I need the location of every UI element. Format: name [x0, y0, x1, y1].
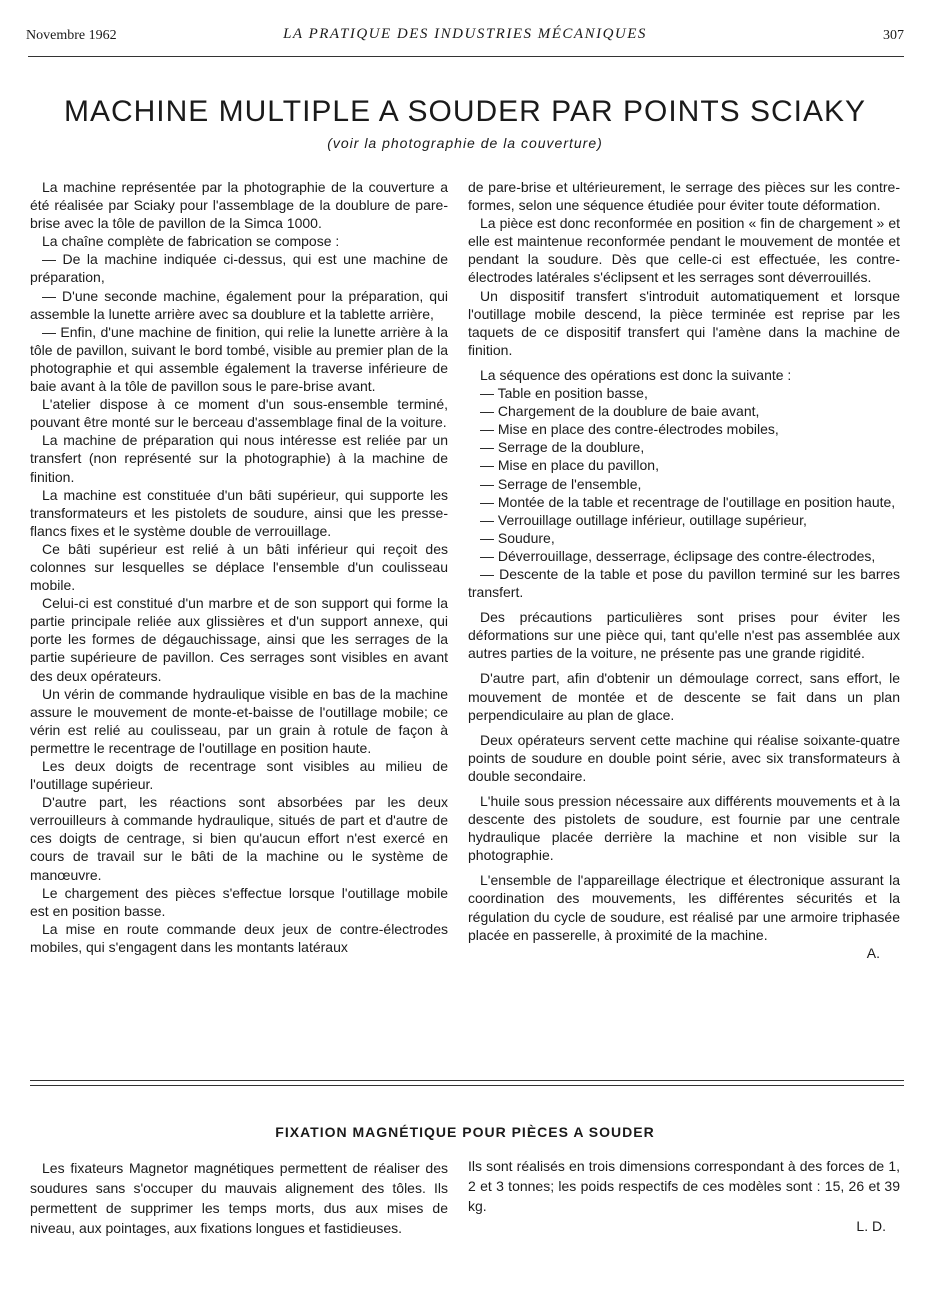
author-signature: A.: [866, 944, 880, 961]
paragraph: Celui-ci est constitué d'un marbre et de son support qui forme la partie principale reliée aux glissières et d'un support annexe, qui porte les formes de dégauchissage, ainsi que les serrages de la partie supérieure de pavillon. Ces serrages sont visibles en avant des deux opérateurs.: [30, 595, 448, 684]
paragraph: La machine représentée par la photographie de la couverture a été réalisée par Sciaky pour l'assemblage de la doublure de pare-brise avec la tôle de pavillon de la Simca 1000.: [30, 179, 448, 232]
list-item: — Table en position basse,: [480, 385, 648, 402]
second-article-title: FIXATION MAGNÉTIQUE POUR PIÈCES A SOUDER: [275, 1124, 655, 1140]
list-item: — Serrage de la doublure,: [480, 439, 645, 456]
paragraph: L'atelier dispose à ce moment d'un sous-ensemble terminé, pouvant être monté sur le berceau d'assemblage final de la voiture.: [30, 396, 448, 431]
list-item: — Mise en place des contre-électrodes mobiles,: [480, 421, 779, 438]
paragraph: — D'une seconde machine, également pour la préparation, qui assemble la lunette arrière avec sa doublure et la tablette arrière,: [30, 287, 448, 322]
paragraph: Un dispositif transfert s'introduit automatiquement et lorsque l'outillage mobile descend, la pièce terminée est reprise par les taquets de ce dispositif transfert qui l'amène dans la machine de finition.: [468, 287, 900, 358]
paragraph: Les fixateurs Magnetor magnétiques permettent de réaliser des soudures sans s'occuper du mauvais alignement des tôles. Ils permettent de supprimer les temps morts, dus aux mises de niveau, aux pointages, aux fixations longues et fastidieuses.: [30, 1160, 448, 1236]
paragraph: — De la machine indiquée ci-dessus, qui est une machine de préparation,: [30, 251, 448, 286]
paragraph: D'autre part, afin d'obtenir un démoulage correct, sans effort, le mouvement de montée et de descente se fait dans un plan perpendiculaire au plan de glace.: [468, 670, 900, 723]
list-item: — Descente de la table et pose du pavillon terminé sur les barres transfert.: [468, 565, 900, 601]
header-rule: [28, 56, 904, 57]
paragraph: La séquence des opérations est donc la suivante :: [480, 366, 792, 383]
paragraph: Des précautions particulières sont prises pour éviter les déformations sur une pièce qui, tant qu'elle n'est pas assemblée aux autres parties de la voiture, ne présente pas une grande rigidité.: [468, 609, 900, 662]
paragraph: La pièce est donc reconformée en position « fin de chargement » et elle est maintenue reconformée pendant le mouvement de montée et pendant la soudure. Dès que celle-ci est effectuée, les contre-électrodes latérales s'éclipsent et les serrages sont déverrouillés.: [468, 215, 900, 286]
second-article-column-right: [468, 1156, 900, 1236]
paragraph: Le chargement des pièces s'effectue lorsque l'outillage mobile est en position basse.: [30, 884, 448, 919]
list-item: — Serrage de l'ensemble,: [480, 475, 642, 492]
list-item: — Verrouillage outillage inférieur, outillage supérieur,: [480, 511, 807, 528]
paragraph: Ils sont réalisés en trois dimensions correspondant à des forces de 1, 2 et 3 tonnes; les poids respectifs de ces modèles sont : 15, 26 et 39 kg.: [468, 1158, 900, 1214]
article-column-left: [30, 178, 448, 956]
section-divider: [30, 1080, 904, 1086]
paragraph: L'huile sous pression nécessaire aux différents mouvements et à la descente des pistolets de soudure, est fournie par une centrale hydraulique placée derrière la machine et non visible sur la photographie.: [468, 793, 900, 864]
list-item: — Mise en place du pavillon,: [480, 457, 659, 474]
paragraph: La chaîne complète de fabrication se compose :: [42, 233, 340, 250]
article-column-right: [468, 178, 900, 962]
paragraph: Les deux doigts de recentrage sont visibles au milieu de l'outillage supérieur.: [30, 758, 448, 793]
list-item: — Montée de la table et recentrage de l'outillage en position haute,: [480, 493, 896, 510]
paragraph: Un vérin de commande hydraulique visible en bas de la machine assure le mouvement de monte-et-baisse de l'outillage mobile; ce vérin est relié au coulisseau, par un grain à rotule de façon à permettre le recentrage de l'outillage en position haute.: [30, 685, 448, 756]
page-header: [26, 26, 904, 50]
paragraph: La mise en route commande deux jeux de contre-électrodes mobiles, qui s'engagent dans les montants latéraux: [30, 920, 448, 955]
list-item: — Déverrouillage, desserrage, éclipsage des contre-électrodes,: [480, 547, 876, 564]
article-subtitle: (voir la photographie de la couverture): [327, 135, 603, 151]
list-item: — Chargement de la doublure de baie avant,: [480, 403, 760, 420]
author-signature: L. D.: [856, 1218, 886, 1234]
paragraph: D'autre part, les réactions sont absorbées par les deux verrouilleurs à commande hydraulique, situés de part et d'autre de ces doigts de centrage, si bien qu'aucun effort n'est exercé en cours de travail sur le bâti de la machine ou le système de manœuvre.: [30, 794, 448, 883]
page-number: 307: [883, 28, 904, 43]
issue-date: Novembre 1962: [26, 28, 117, 43]
paragraph: Ce bâti supérieur est relié à un bâti inférieur qui reçoit des colonnes sur lesquelles se déplace l'ensemble d'un coulisseau mobile.: [30, 540, 448, 594]
article-title: MACHINE MULTIPLE A SOUDER PAR POINTS SCIAKY: [63, 95, 867, 128]
second-article-column-left: [30, 1158, 448, 1238]
paragraph: de pare-brise et ultérieurement, le serrage des pièces sur les contre-formes, selon une séquence étudiée pour éviter toute déformation.: [468, 179, 900, 214]
journal-title: LA PRATIQUE DES INDUSTRIES MÉCANIQUES: [283, 26, 647, 42]
paragraph: La machine de préparation qui nous intéresse est reliée par un transfert (non représenté sur la photographie) à la machine de finition.: [30, 432, 448, 485]
paragraph: L'ensemble de l'appareillage électrique et électronique assurant la coordination des mouvements, les différentes sécurités et la régulation du cycle de soudure, est réalisé par une armoire triphasée placée en passerelle, à proximité de la machine.: [468, 872, 900, 943]
list-item: — Soudure,: [480, 529, 555, 546]
paragraph: La machine est constituée d'un bâti supérieur, qui supporte les transformateurs et les pistolets de soudure, ainsi que les presse-flancs fixes et le système double de verrouillage.: [30, 486, 448, 539]
paragraph: Deux opérateurs servent cette machine qui réalise soixante-quatre points de soudure en double point série, avec six transformateurs à double secondaire.: [468, 731, 900, 784]
paragraph: — Enfin, d'une machine de finition, qui relie la lunette arrière à la tôle de pavillon, suivant le bord tombé, visible au premier plan de la photographie et qui assemble également la traverse inférieure de baie avant à la tôle de pavillon sous le pare-brise avant.: [30, 323, 448, 395]
